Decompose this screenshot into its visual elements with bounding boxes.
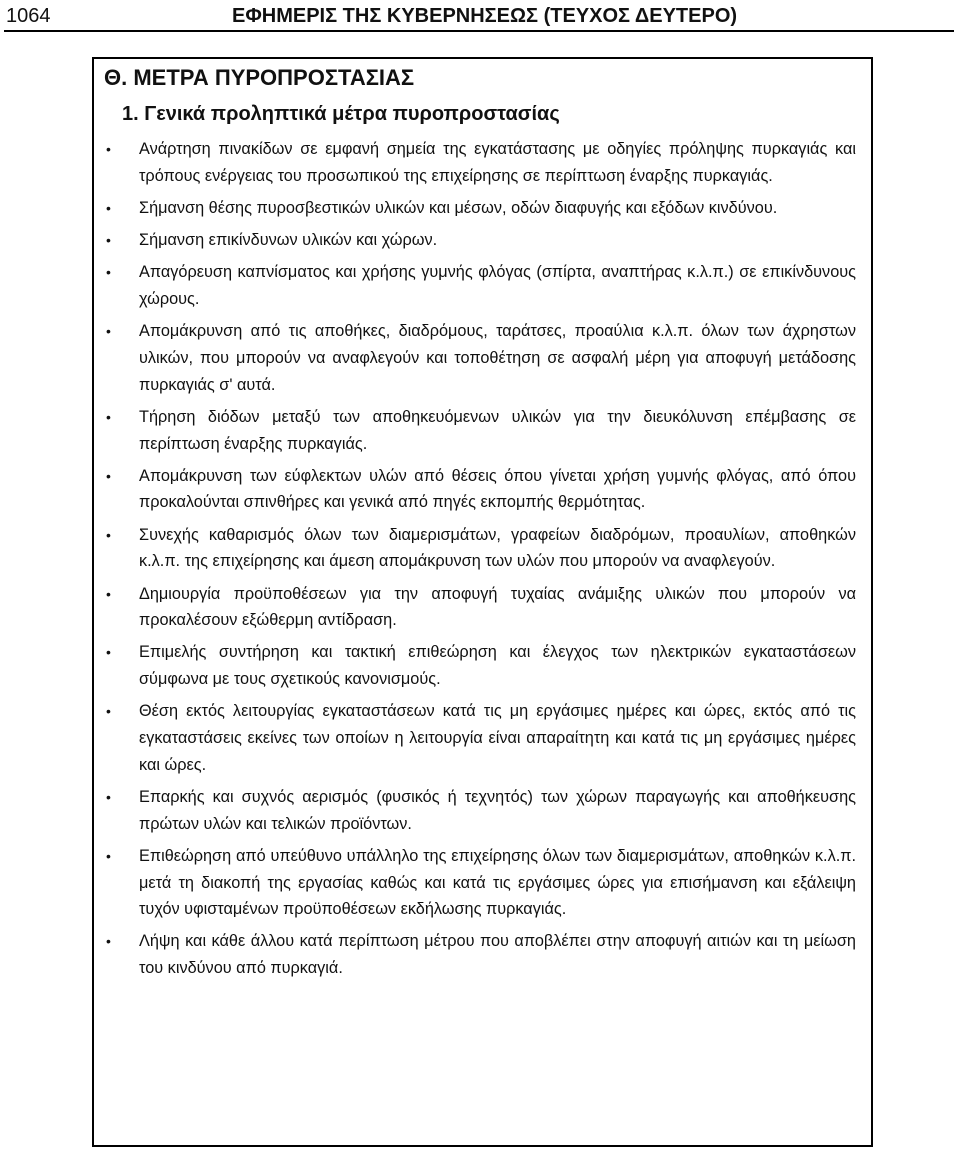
list-item — [94, 581, 871, 634]
list-item — [94, 195, 871, 222]
bullet-icon: • — [106, 264, 111, 281]
list-item — [94, 136, 871, 189]
list-item-text: Επαρκής και συχνός αερισμός (φυσικός ή τεχνητός) των χώρων παραγωγής και αποθήκευσης πρώτων υλών και τελικών προϊόντων. — [139, 787, 856, 833]
list-item — [94, 698, 871, 778]
list-item — [94, 522, 871, 575]
list-item-text: Επιθεώρηση από υπεύθυνο υπάλληλο της επιχείρησης όλων των διαμερισμάτων, αποθηκών κ.λ.π. μετά τη διακοπή της εργασίας καθώς και κατά τις εργάσιμες ώρες για επισήμανση και εξάλειψη τυχόν υφισταμένων προϋποθέσεων εκδήλωσης πυρκαγιάς. — [139, 846, 856, 919]
list-item-text: Σήμανση επικίνδυνων υλικών και χώρων. — [139, 231, 438, 250]
bullet-icon: • — [106, 141, 111, 157]
list-item — [94, 784, 871, 837]
list-item — [94, 928, 871, 981]
gazette-title: ΕΦΗΜΕΡΙΣ ΤΗΣ ΚΥΒΕΡΝΗΣΕΩΣ (ΤΕΥΧΟΣ ΔΕΥΤΕΡΟ) — [232, 5, 738, 27]
bullet-icon: • — [106, 703, 111, 720]
list-item — [94, 318, 871, 398]
bullet-icon: • — [106, 323, 111, 340]
subsection-title: 1. Γενικά προληπτικά μέτρα πυροπροστασίας — [122, 103, 560, 125]
list-item-text: Ανάρτηση πινακίδων σε εμφανή σημεία της εγκατάστασης με οδηγίες πρόληψης πυρκαγιάς και τρόπους ενέργειας του προσωπικού της επιχείρησης σε περίπτωση έναρξης πυρκαγιάς. — [139, 140, 856, 185]
list-item-text: Λήψη και κάθε άλλου κατά περίπτωση μέτρου που αποβλέπει στην αποφυγή αιτιών και τη μείωση του κινδύνου από πυρκαγιά. — [139, 932, 856, 978]
bullet-icon: • — [106, 467, 111, 484]
page-header — [4, 4, 954, 32]
list-item — [94, 843, 871, 923]
list-item — [94, 463, 871, 516]
list-item-text: Απαγόρευση καπνίσματος και χρήσης γυμνής φλόγας (σπίρτα, αναπτήρας κ.λ.π.) σε επικίνδυνους χώρους. — [139, 263, 856, 309]
list-item-text: Απομάκρυνση από τις αποθήκες, διαδρόμους, ταράτσες, προαύλια κ.λ.π. όλων των άχρηστων υλικών, που μπορούν να αναφλεγούν και τοποθέτηση σε ασφαλή μέρη για αποφυγή μετάδοσης πυρκαγιάς σ' αυτά. — [139, 322, 856, 394]
list-item — [94, 259, 871, 312]
page-number: 1064 — [6, 5, 51, 27]
list-item-text: Δημιουργία προϋποθέσεων για την αποφυγή τυχαίας ανάμιξης υλικών που μπορούν να προκαλέσουν εξώθερμη αντίδραση. — [139, 584, 856, 630]
list-item-text: Συνεχής καθαρισμός όλων των διαμερισμάτων, γραφείων διαδρόμων, προαυλίων, αποθηκών κ.λ.π. της επιχείρησης και άμεση απομάκρυνση των υλών που μπορούν να αναφλεγούν. — [139, 525, 856, 571]
list-item-text: Επιμελής συντήρηση και τακτική επιθεώρηση και έλεγχος των ηλεκτρικών εγκαταστάσεων σύμφωνα με τους σχετικούς κανονισμούς. — [139, 643, 856, 689]
content-frame — [92, 57, 873, 1147]
bullet-icon: • — [106, 847, 111, 864]
list-item — [94, 227, 871, 254]
bullet-icon: • — [106, 585, 111, 602]
list-item-text: Σήμανση θέσης πυροσβεστικών υλικών και μέσων, οδών διαφυγής και εξόδων κινδύνου. — [139, 198, 778, 217]
bullet-icon: • — [106, 199, 111, 216]
bullet-icon: • — [106, 788, 111, 805]
list-item — [94, 639, 871, 692]
list-item-text: Τήρηση διόδων μεταξύ των αποθηκευόμενων υλικών για την διευκόλυνση επέμβασης σε περίπτωση έναρξης πυρκαγιάς. — [139, 407, 856, 453]
list-item-text: Θέση εκτός λειτουργίας εγκαταστάσεων κατά τις μη εργάσιμες ημέρες και ώρες, εκτός από τις εγκαταστάσεις εκείνες των οποίων η λειτουργία είναι απαραίτητη και κατά τις μη εργάσιμες ημέρες και ώρες. — [139, 702, 856, 774]
list-item-text: Απομάκρυνση των εύφλεκτων υλών από θέσεις όπου γίνεται χρήση γυμνής φλόγας, από όπου προκαλούνται σπινθήρες και γενικά από πηγές εκπομπής θερμότητας. — [139, 466, 856, 512]
bullet-icon: • — [106, 933, 111, 950]
bullet-icon: • — [106, 644, 111, 661]
bullet-icon: • — [106, 408, 111, 425]
bullet-icon: • — [106, 526, 111, 543]
list-item — [94, 404, 871, 457]
measures-list — [94, 136, 871, 987]
section-title: Θ. ΜΕΤΡΑ ΠΥΡΟΠΡΟΣΤΑΣΙΑΣ — [104, 65, 415, 90]
bullet-icon: • — [106, 232, 111, 249]
